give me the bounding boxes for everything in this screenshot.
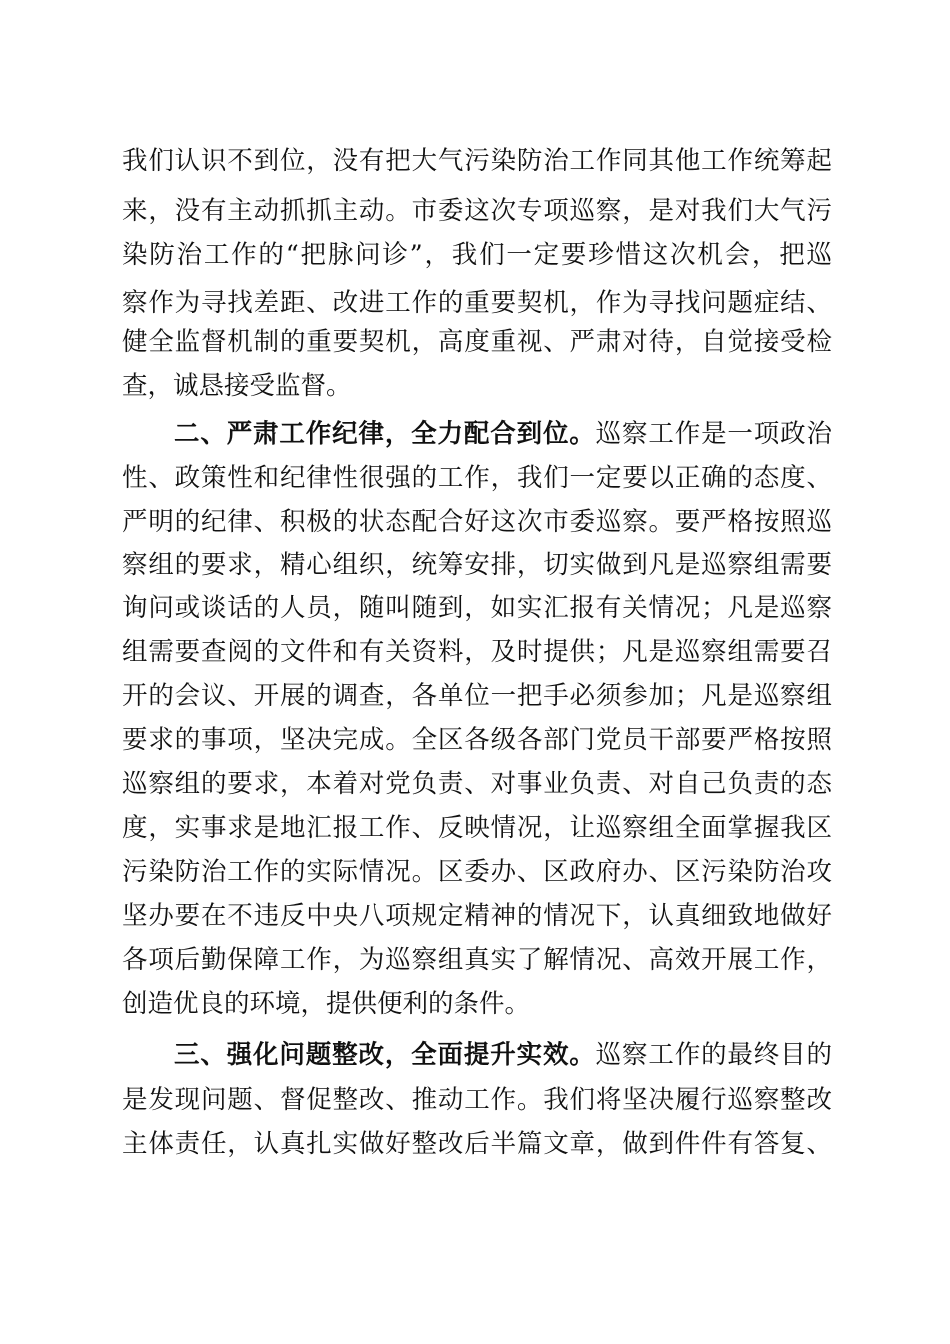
- text-line: 严明的纪律、积极的状态配合好这次市委巡察。要严格按照巡: [122, 507, 832, 537]
- text-line: 坚办要在不违反中央八项规定精神的情况下，认真细致地做好: [122, 901, 832, 931]
- text-span: 巡察工作的最终目的: [595, 1040, 832, 1070]
- text-line: 开的会议、开展的调查，各单位一把手必须参加；凡是巡察组: [122, 681, 832, 711]
- text-line: 染防治工作的“把脉问诊”，我们一定要珍惜这次机会，把巡: [122, 240, 832, 270]
- text-line: 查，诚恳接受监督。: [122, 371, 352, 401]
- text-line: 询问或谈话的人员，随叫随到，如实汇报有关情况；凡是巡察: [122, 593, 832, 623]
- section-heading: 三、强化问题整改，全面提升实效。: [174, 1040, 596, 1070]
- text-line: 组需要查阅的文件和有关资料，及时提供；凡是巡察组需要召: [122, 637, 832, 667]
- text-line: 性、政策性和纪律性很强的工作，我们一定要以正确的态度、: [122, 463, 832, 493]
- text-line: 我们认识不到位，没有把大气污染防治工作同其他工作统筹起: [122, 146, 832, 176]
- text-line: 要求的事项，坚决完成。全区各级各部门党员干部要严格按照: [122, 725, 832, 755]
- text-line: 健全监督机制的重要契机，高度重视、严肃对待，自觉接受检: [122, 327, 832, 357]
- text-line: 主体责任，认真扎实做好整改后半篇文章，做到件件有答复、: [122, 1129, 832, 1159]
- text-line: 污染防治工作的实际情况。区委办、区政府办、区污染防治攻: [122, 857, 832, 887]
- text-line: 各项后勤保障工作，为巡察组真实了解情况、高效开展工作，: [122, 945, 832, 975]
- text-line: 是发现问题、督促整改、推动工作。我们将坚决履行巡察整改: [122, 1085, 832, 1115]
- text-line: 察组的要求，精心组织，统筹安排，切实做到凡是巡察组需要: [122, 550, 832, 580]
- text-line: [174, 414, 832, 454]
- text-line: [174, 1035, 832, 1075]
- text-span: 巡察工作是一项政治: [595, 419, 832, 449]
- text-line: 创造优良的环境，提供便利的条件。: [122, 989, 531, 1019]
- text-line: 度，实事求是地汇报工作、反映情况，让巡察组全面掌握我区: [122, 813, 832, 843]
- section-heading: 二、严肃工作纪律，全力配合到位。: [174, 419, 596, 449]
- text-line: 来，没有主动抓抓主动。市委这次专项巡察，是对我们大气污: [122, 196, 832, 226]
- text-line: 巡察组的要求，本着对党负责、对事业负责、对自己负责的态: [122, 769, 832, 799]
- text-line: 察作为寻找差距、改进工作的重要契机，作为寻找问题症结、: [122, 288, 832, 318]
